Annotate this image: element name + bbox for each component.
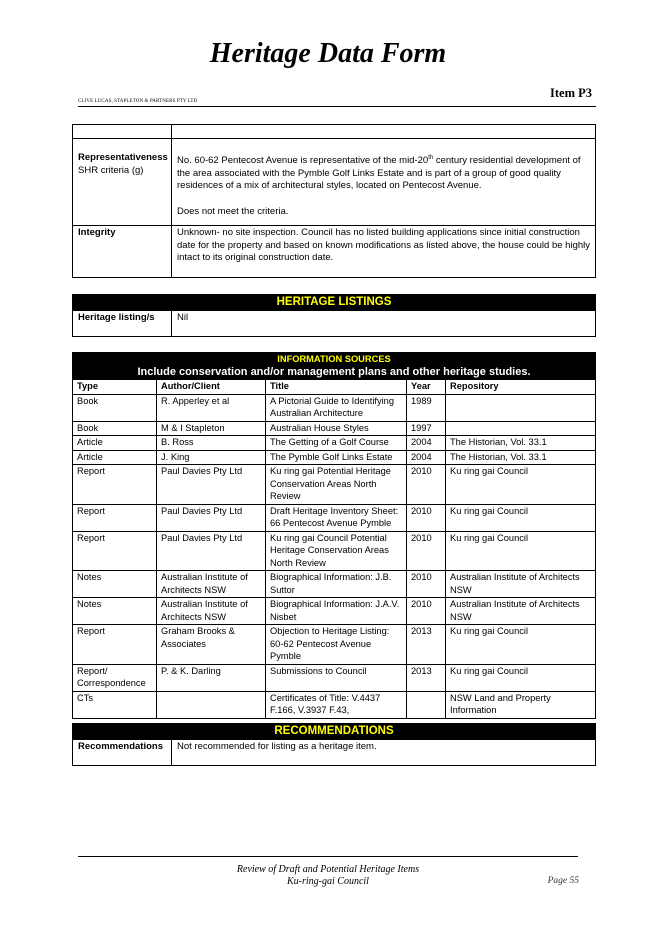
table-cell: Report [73,465,157,505]
table-cell: Ku ring gai Council [446,625,596,665]
table-row [73,598,596,625]
footer-divider [78,856,578,857]
table-cell: The Historian, Vol. 33.1 [446,450,596,465]
table-row [73,465,596,505]
table-cell: Report [73,504,157,531]
column-header: Title [266,380,407,395]
table-cell: P. & K. Darling [157,664,266,691]
table-row [73,625,596,665]
table-cell: The Historian, Vol. 33.1 [446,436,596,451]
table-row [73,691,596,718]
column-header: Repository [446,380,596,395]
information-sources-heading [73,353,596,380]
representativeness-text [177,152,590,193]
table-cell: Draft Heritage Inventory Sheet: 66 Pentecost Avenue Pymble [266,504,407,531]
table-cell: Australian Institute of Architects NSW [446,571,596,598]
table-cell: Australian Institute of Architects NSW [157,571,266,598]
table-cell: Australian Institute of Architects NSW [446,598,596,625]
recommendations-table [72,723,596,766]
footer-line-1: Review of Draft and Potential Heritage Items [236,864,420,875]
table-cell: Submissions to Council [266,664,407,691]
table-cell: 1989 [407,394,446,421]
table-cell [407,691,446,718]
table-cell: Certificates of Title: V.4437 F.166, V.3937 F.43, [266,691,407,718]
representativeness-sublabel: SHR criteria (g) [78,164,144,176]
table-row [73,436,596,451]
representativeness-text-cell [172,139,596,226]
table-cell: 2010 [407,504,446,531]
heritage-listings-table [72,294,596,337]
table-cell: 1997 [407,421,446,436]
table-cell: A Pictorial Guide to Identifying Australian Architecture [266,394,407,421]
empty-cell [172,125,596,139]
recommendations-heading: RECOMMENDATIONS [73,724,596,740]
table-cell: NSW Land and Property Information [446,691,596,718]
table-cell: 2010 [407,531,446,571]
integrity-text: Unknown- no site inspection. Council has no listed building applications since initial construction date for the property and based on known modifications as listed above, the house could be highly intact to its original construction date. [172,226,596,278]
table-cell: 2013 [407,625,446,665]
table-cell: Objection to Heritage Listing: 60-62 Pentecost Avenue Pymble [266,625,407,665]
table-cell: Graham Brooks & Associates [157,625,266,665]
assessment-table [72,124,596,278]
table-cell: Article [73,450,157,465]
recommendations-value: Not recommended for listing as a heritage item. [172,740,596,766]
sources-body [73,394,596,718]
table-cell: Biographical Information: J.A.V. Nisbet [266,598,407,625]
column-header: Type [73,380,157,395]
representativeness-result: Does not meet the criteria. [177,205,289,217]
table-cell: Paul Davies Pty Ltd [157,531,266,571]
table-cell: M & I Stapleton [157,421,266,436]
table-cell: Biographical Information: J.B. Suttor [266,571,407,598]
header-divider [78,106,596,107]
table-cell: 2010 [407,598,446,625]
recommendations-label: Recommendations [73,740,172,766]
table-cell: Ku ring gai Council [446,465,596,505]
table-cell: B. Ross [157,436,266,451]
footer-line-2: Ku-ring-gai Council [287,876,369,887]
table-cell: Ku ring gai Council Potential Heritage Conservation Areas North Review [266,531,407,571]
information-sources-subtitle: Include conservation and/or management plans and other heritage studies. [137,365,531,378]
representativeness-text-a: No. 60-62 Pentecost Avenue is representative of the mid-20 [177,155,429,167]
representativeness-label-cell [73,139,172,226]
representativeness-label: Representativeness [78,152,168,163]
table-cell [157,691,266,718]
table-row [73,571,596,598]
table-cell: Australian House Styles [266,421,407,436]
heritage-listings-heading: HERITAGE LISTINGS [73,295,596,311]
table-cell: Ku ring gai Council [446,664,596,691]
table-cell: Article [73,436,157,451]
table-cell: Ku ring gai Council [446,531,596,571]
item-number: Item P3 [550,86,592,100]
table-cell: Report/ Correspondence [73,664,157,691]
table-cell: Paul Davies Pty Ltd [157,504,266,531]
table-cell: Paul Davies Pty Ltd [157,465,266,505]
table-cell: Ku ring gai Council [446,504,596,531]
table-cell: The Getting of a Golf Course [266,436,407,451]
table-cell: CTs [73,691,157,718]
table-cell: Report [73,625,157,665]
table-row [73,450,596,465]
table-cell: 2004 [407,450,446,465]
table-cell: Notes [73,571,157,598]
representativeness-text-b: century residential development of the area associated with the Pymble Golf Links Estate and is part of a group of good quality residences of a mix of architectural styles, located on Pentecost Avenue. [177,155,581,192]
information-sources-title: INFORMATION SOURCES [277,354,391,364]
table-cell: 2010 [407,465,446,505]
empty-cell [73,125,172,139]
integrity-label: Integrity [73,226,172,278]
table-cell: The Pymble Golf Links Estate [266,450,407,465]
table-row [73,664,596,691]
table-cell [446,421,596,436]
table-row [73,394,596,421]
page-number: Page 55 [547,876,579,886]
table-row [73,531,596,571]
column-header-row [73,380,596,395]
heritage-listing-value: Nil [172,311,596,337]
table-cell: Book [73,394,157,421]
table-cell: 2010 [407,571,446,598]
table-cell: Book [73,421,157,436]
column-header: Author/Client [157,380,266,395]
page-title: Heritage Data Form [209,38,447,69]
firm-name: CLIVE LUCAS, STAPLETON & PARTNERS PTY LTD [78,99,198,104]
table-cell: Australian Institute of Architects NSW [157,598,266,625]
table-row [73,504,596,531]
table-cell: Notes [73,598,157,625]
table-cell [446,394,596,421]
table-cell: Report [73,531,157,571]
table-cell: R. Apperley et al [157,394,266,421]
heritage-listing-label: Heritage listing/s [73,311,172,337]
information-sources-table [72,352,596,719]
table-row [73,421,596,436]
column-header: Year [407,380,446,395]
table-cell: 2004 [407,436,446,451]
table-cell: 2013 [407,664,446,691]
representativeness-sup: th [428,155,434,161]
table-cell: Ku ring gai Potential Heritage Conservation Areas North Review [266,465,407,505]
table-cell: J. King [157,450,266,465]
